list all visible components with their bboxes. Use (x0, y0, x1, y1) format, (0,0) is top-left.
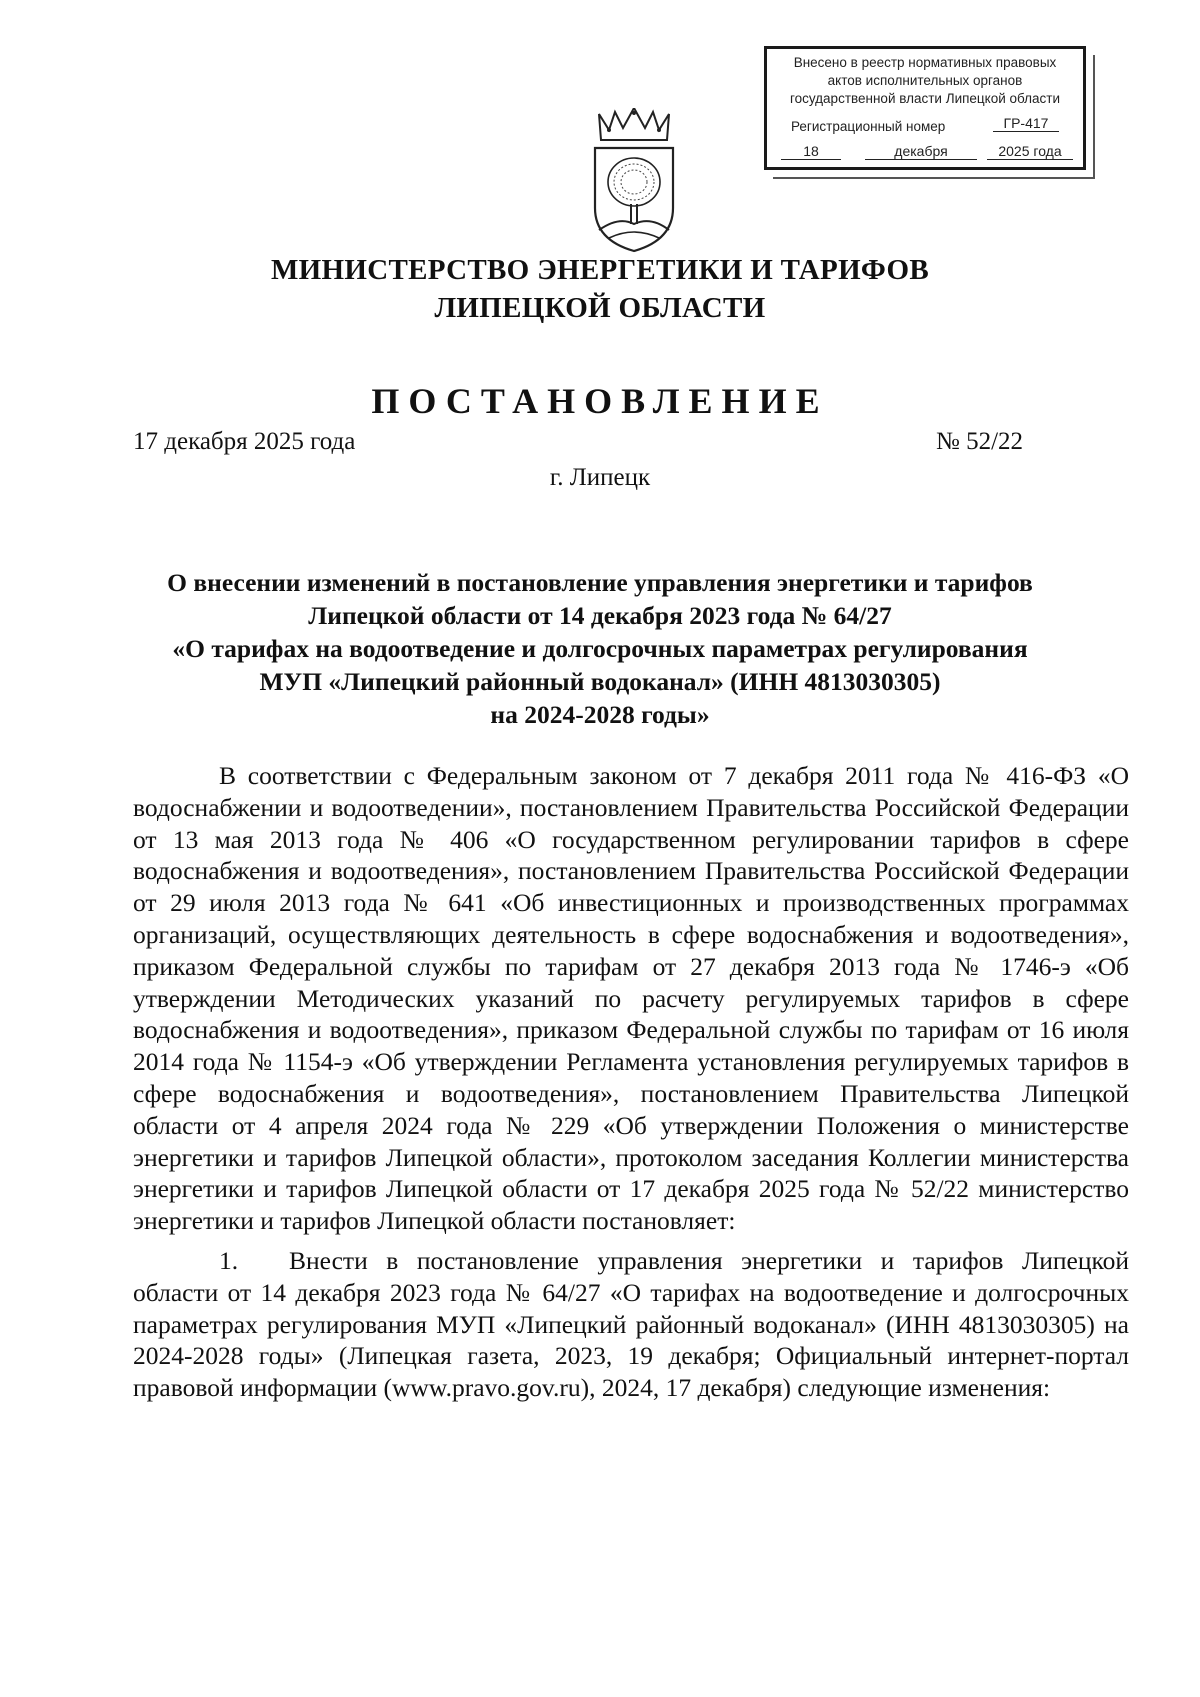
item-1-text: Внести в постановление управления энергетики и тарифов Липецкой области от 14 декабря 2023 года № 64/27 «О тарифах на водоотведение и долгосрочных параметрах регулирования МУП «Липецкий районный водоканал» (ИНН 4813030305) на 2024-2028 годы» (Липецкая газета, 2023, 19 декабря; Официальный интернет-портал правовой информации (www.pravo.gov.ru), 2024, 17 декабря) следующие изменения: (133, 1245, 1129, 1403)
document-title-line-2: Липецкой области от 14 декабря 2023 года № 64/27 (308, 601, 892, 630)
stamp-line-3: государственной власти Липецкой области (789, 91, 1061, 106)
document-body (133, 760, 1129, 1404)
ministry-name-line-2: ЛИПЕЦКОЙ ОБЛАСТИ (434, 292, 766, 324)
document-title-line-3: «О тарифах на водоотведение и долгосрочных параметрах регулирования (172, 634, 1028, 663)
item-1-number: 1. (219, 1245, 239, 1275)
stamp-day: 18 (781, 143, 841, 160)
document-number: № 52/22 (936, 428, 1024, 455)
document-title-line-5: на 2024-2028 годы» (490, 700, 710, 729)
item-1-paragraph (133, 1245, 1129, 1404)
ministry-name-line-1: МИНИСТЕРСТВО ЭНЕРГЕТИКИ И ТАРИФОВ (271, 254, 929, 286)
stamp-reg-number: ГР-417 (993, 115, 1059, 132)
stamp-reg-label: Регистрационный номер (791, 119, 946, 134)
stamp-year: 2025 года (987, 143, 1073, 160)
document-city: г. Липецк (549, 464, 651, 491)
document-title-line-4: МУП «Липецкий районный водоканал» (ИНН 4813030305) (259, 667, 941, 696)
registry-stamp (764, 46, 1086, 170)
document-title-line-1: О внесении изменений в постановление управления энергетики и тарифов (167, 568, 1033, 597)
stamp-line-1: Внесено в реестр нормативных правовых (793, 55, 1057, 70)
document-type-heading: ПОСТАНОВЛЕНИЕ (371, 381, 829, 421)
preamble-paragraph: В соответствии с Федеральным законом от 7 декабря 2011 года № 416-ФЗ «О водоснабжении и водоотведении», постановлением Правительства Российской Федерации от 13 мая 2013 года № 406 «О государственном регулировании тарифов в сфере водоснабжения и водоотведения», постановлением Правительства Российской Федерации от 29 июля 2013 года № 641 «Об инвестиционных и производственных программах организаций, осуществляющих деятельность в сфере водоснабжения и водоотведения», приказом Федеральной службы по тарифам от 27 декабря 2013 года № 1746-э «Об утверждении Методических указаний по расчету регулируемых тарифов в сфере водоснабжения и водоотведения», приказом Федеральной службы по тарифам от 16 июля 2014 года № 1154-э «Об утверждении Регламента установления регулируемых тарифов в сфере водоснабжения и водоотведения», постановлением Правительства Липецкой области от 4 апреля 2024 года № 229 «Об утверждении Положения о министерстве энергетики и тарифов Липецкой области», протоколом заседания Коллегии министерства энергетики и тарифов Липецкой области от 17 декабря 2025 года № 52/22 министерство энергетики и тарифов Липецкой области постановляет: (133, 761, 1129, 1236)
lipetsk-coat-of-arms-icon (589, 108, 679, 253)
stamp-line-2: актов исполнительных органов (827, 73, 1023, 88)
document-date: 17 декабря 2025 года (133, 428, 356, 455)
stamp-month: декабря (865, 143, 977, 160)
